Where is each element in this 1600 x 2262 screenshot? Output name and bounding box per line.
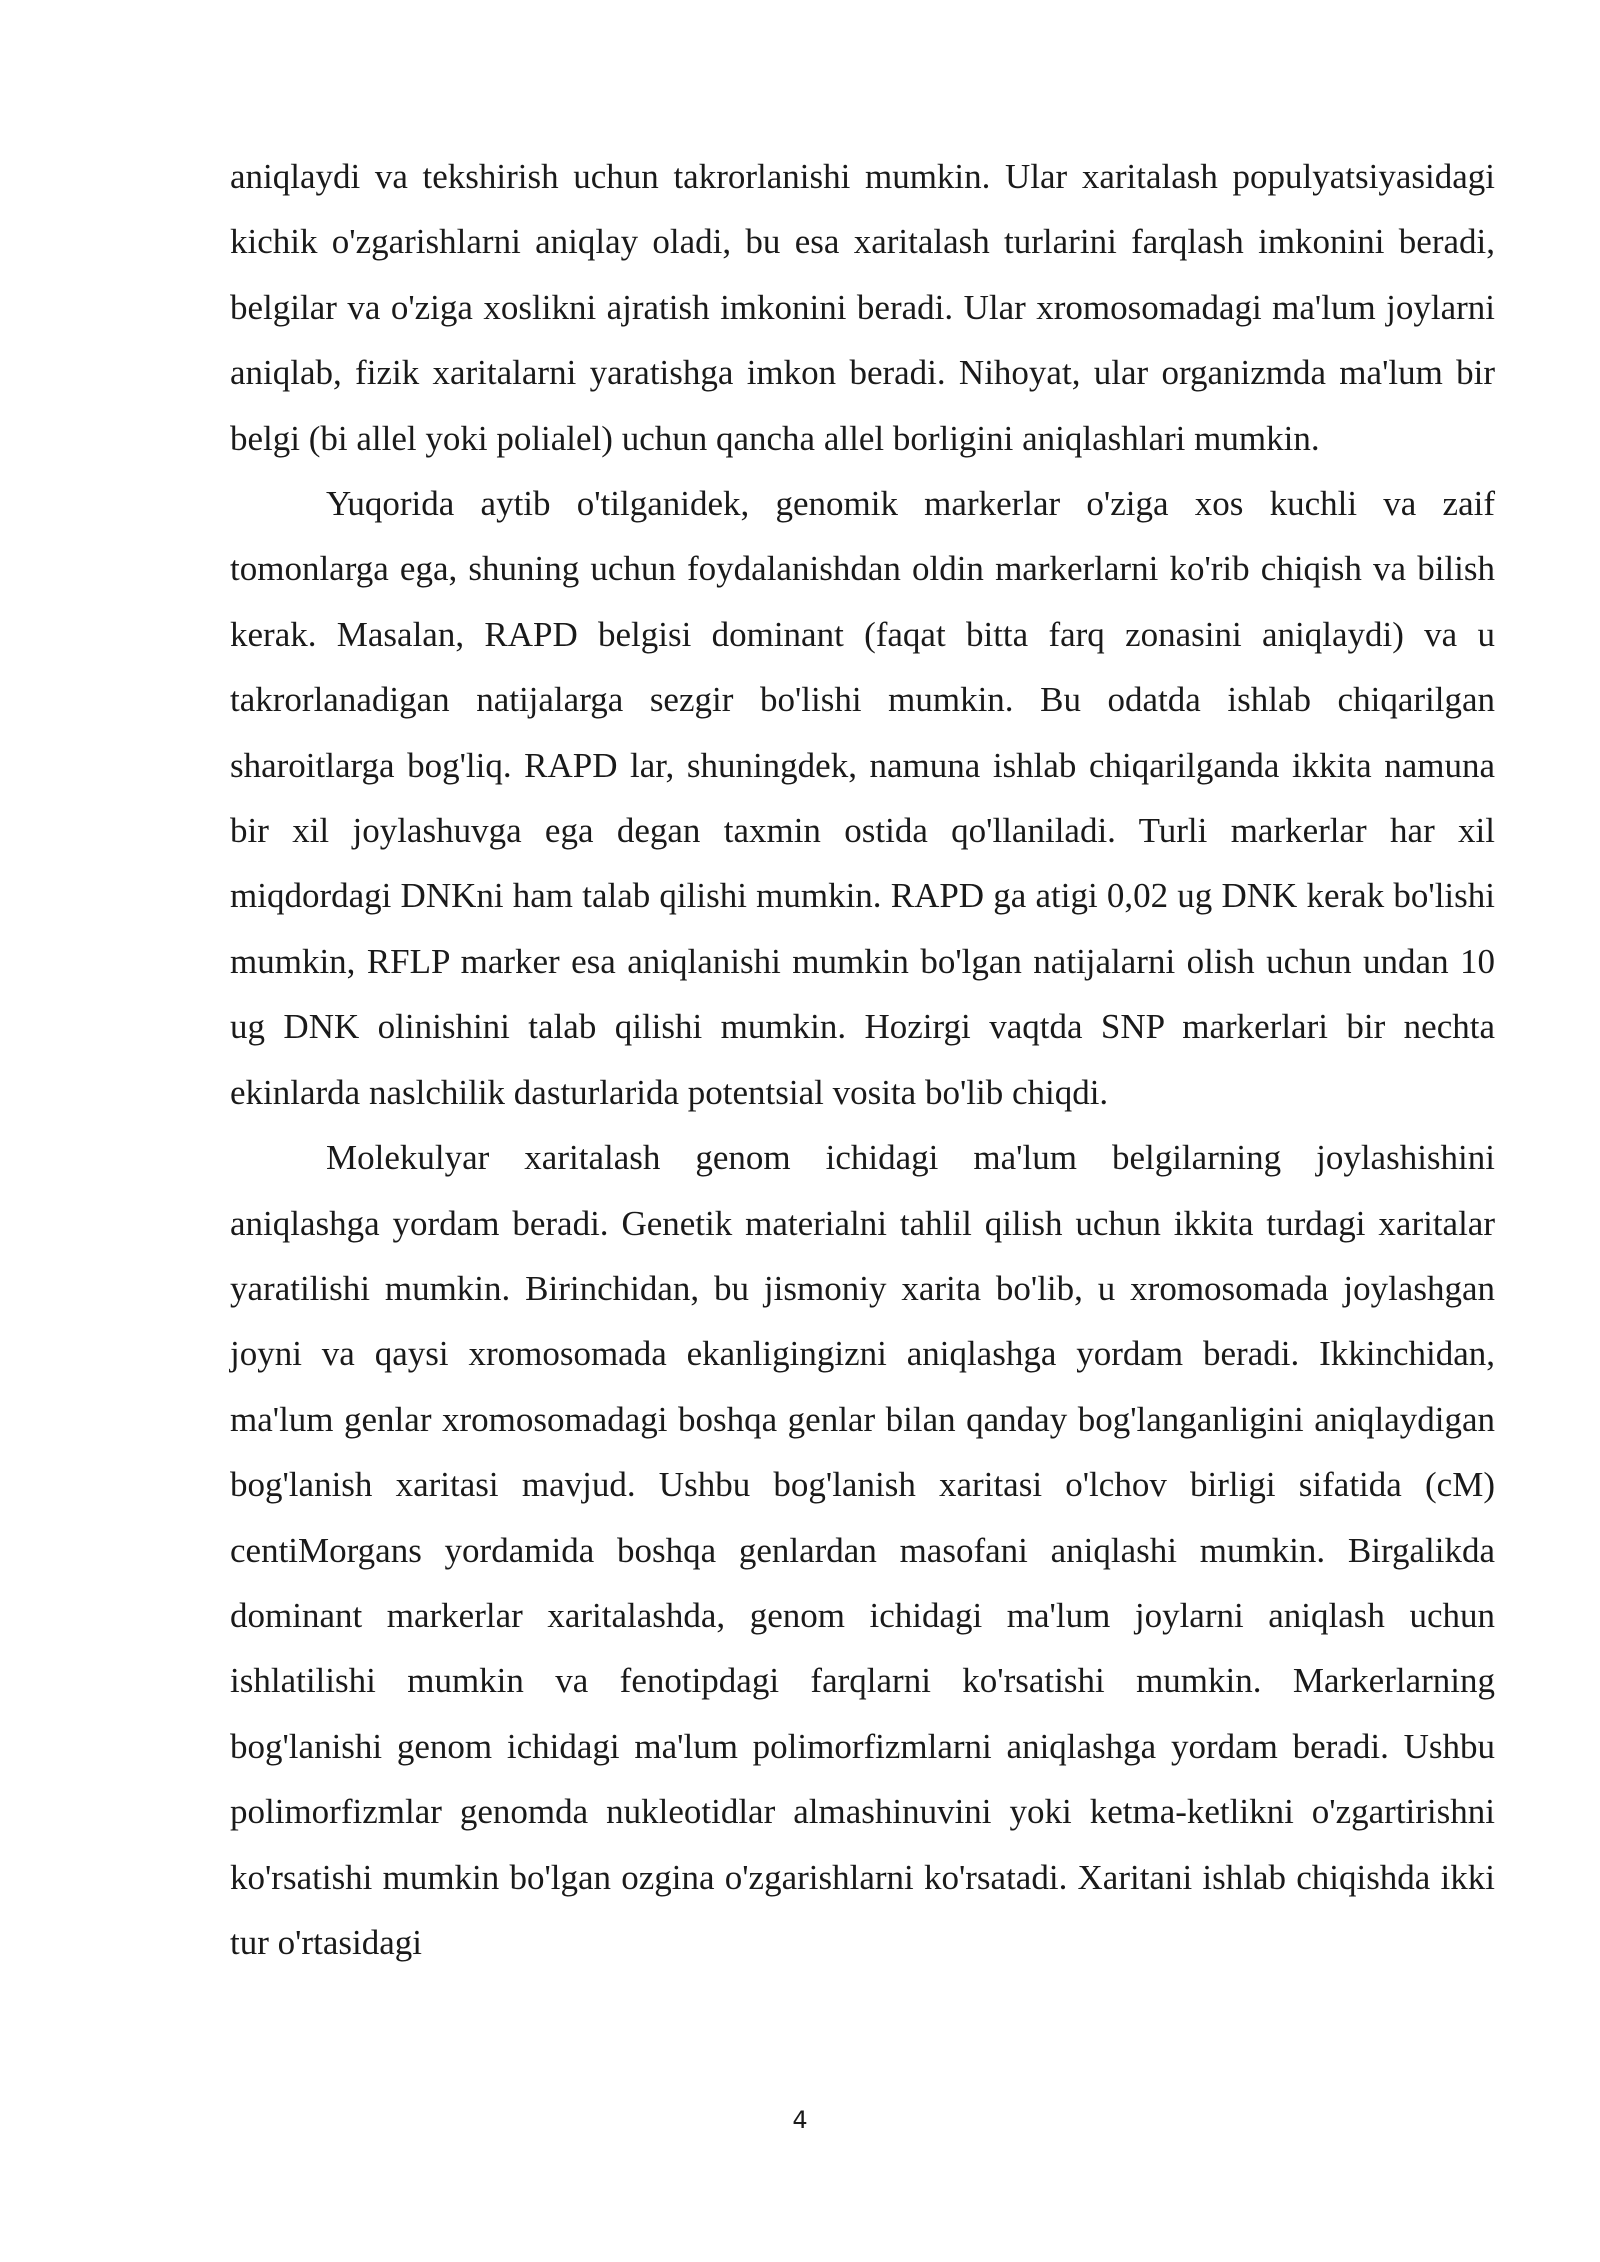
paragraph-genomic-markers: Yuqorida aytib o'tilganidek, genomik markerlar o'ziga xos kuchli va zaif tomonlarga ega, shuning uchun foydalanishdan oldin markerlarni ko'rib chiqish va bilish kerak. Masalan, RAPD belgisi dominant (faqat bitta farq zonasini aniqlaydi) va u takrorlanadigan natijalarga sezgir bo'lishi mumkin. Bu odatda ishlab chiqarilgan sharoitlarga bog'liq. RAPD lar, shuningdek, namuna ishlab chiqarilganda ikkita namuna bir xil joylashuvga ega degan taxmin ostida qo'llaniladi. Turli markerlar har xil miqdordagi DNKni ham talab qilishi mumkin. RAPD ga atigi 0,02 ug DNK kerak bo'lishi mumkin, RFLP marker esa aniqlanishi mumkin bo'lgan natijalarni olish uchun undan 10 ug DNK olinishini talab qilishi mumkin. Hozirgi vaqtda SNP markerlari bir nechta ekinlarda naslchilik dasturlarida potentsial vosita bo'lib chiqdi. bbox=[230, 484, 1495, 1112]
document-body bbox=[230, 144, 1495, 1975]
paragraph-molecular-mapping: Molekulyar xaritalash genom ichidagi ma'lum belgilarning joylashishini aniqlashga yordam beradi. Genetik materialni tahlil qilish uchun ikkita turdagi xaritalar yaratilishi mumkin. Birinchidan, bu jismoniy xarita bo'lib, u xromosomada joylashgan joyni va qaysi xromosomada ekanligingizni aniqlashga yordam beradi. Ikkinchidan, ma'lum genlar xromosomadagi boshqa genlar bilan qanday bog'langanligini aniqlaydigan bog'lanish xaritasi mavjud. Ushbu bog'lanish xaritasi o'lchov birligi sifatida (cM) centiMorgans yordamida boshqa genlardan masofani aniqlashi mumkin. Birgalikda dominant markerlar xaritalashda, genom ichidagi ma'lum joylarni aniqlash uchun ishlatilishi mumkin va fenotipdagi farqlarni ko'rsatishi mumkin. Markerlarning bog'lanishi genom ichidagi ma'lum polimorfizmlarni aniqlashga yordam beradi. Ushbu polimorfizmlar genomda nukleotidlar almashinuvini yoki ketma-ketlikni o'zgartirishni ko'rsatishi mumkin bo'lgan ozgina o'zgarishlarni ko'rsatadi. Xaritani ishlab chiqishda ikki tur o'rtasidagi bbox=[230, 1138, 1495, 1962]
paragraph-continuation: aniqlaydi va tekshirish uchun takrorlanishi mumkin. Ular xaritalash populyatsiyasidagi kichik o'zgarishlarni aniqlay oladi, bu esa xaritalash turlarini farqlash imkonini beradi, belgilar va o'ziga xoslikni ajratish imkonini beradi. Ular xromosomadagi ma'lum joylarni aniqlab, fizik xaritalarni yaratishga imkon beradi. Nihoyat, ular organizmda ma'lum bir belgi (bi allel yoki polialel) uchun qancha allel borligini aniqlashlari mumkin. bbox=[230, 157, 1495, 458]
page-number: 4 bbox=[792, 2106, 808, 2134]
